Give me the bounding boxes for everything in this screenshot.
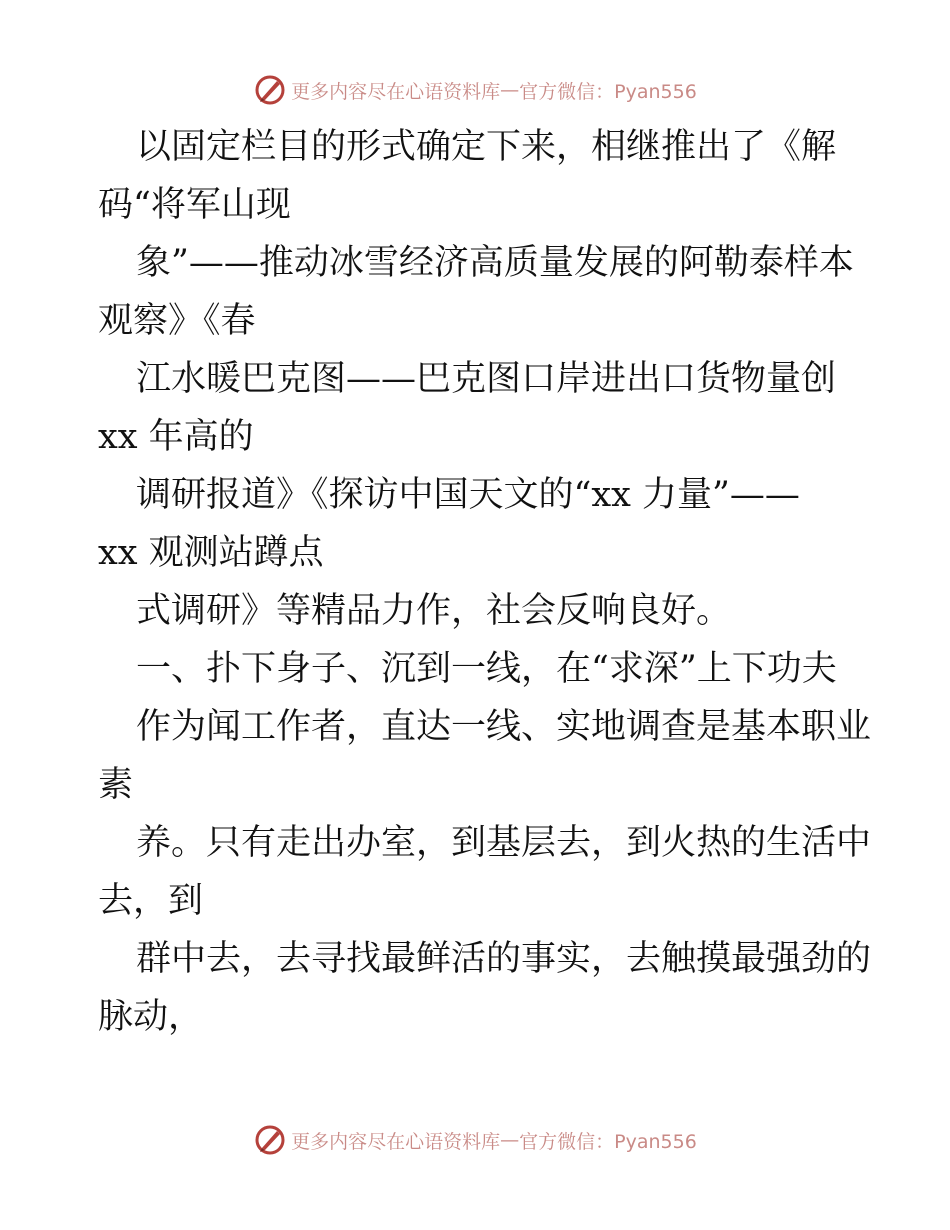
header-banner-dash: — [500,79,520,101]
text-line: 以固定栏目的形式确定下来，相继推出了《解 [136,127,837,167]
text-line: 作为闻工作者，直达一线、实地调查是基本职业 [136,707,872,747]
text-line: 养。只有走出办室，到基层去，到火热的生活中 [136,823,872,863]
header-banner [0,70,950,110]
text-line: 素 [98,765,134,805]
pen-logo-icon [253,1123,287,1157]
text-line: 象”——推动冰雪经济高质量发展的阿勒泰样本 [136,243,854,283]
footer-banner-text: 更多内容尽在心语资料库 [291,1130,501,1153]
header-banner-wechat: 官方微信：Pyan556 [519,80,697,103]
header-banner-text: 更多内容尽在心语资料库 [291,80,501,103]
text-line: 江水暖巴克图——巴克图口岸进出口货物量创 [136,359,837,399]
text-line: 观察》《春 [98,301,256,341]
text-line: 群中去，去寻找最鲜活的事实，去触摸最强劲的 [136,939,872,979]
footer-banner [0,1120,950,1160]
footer-banner-wechat: 官方微信：Pyan556 [519,1130,697,1153]
text-line: xx 年高的 [98,417,254,457]
text-line: 一、扑下身子、沉到一线，在“求深”上下功夫 [136,649,837,689]
body-text [98,118,872,1046]
pen-logo-icon [253,73,287,107]
text-line: 式调研》等精品力作，社会反响良好。 [136,591,732,631]
text-line: 调研报道》《探访中国天文的“xx 力量”—— [136,475,800,515]
text-line: xx 观测站蹲点 [98,533,324,573]
footer-banner-dash: — [500,1129,520,1151]
text-line: 码“将军山现 [98,185,291,225]
text-line: 去，到 [98,881,204,921]
text-line: 脉动， [98,997,204,1037]
